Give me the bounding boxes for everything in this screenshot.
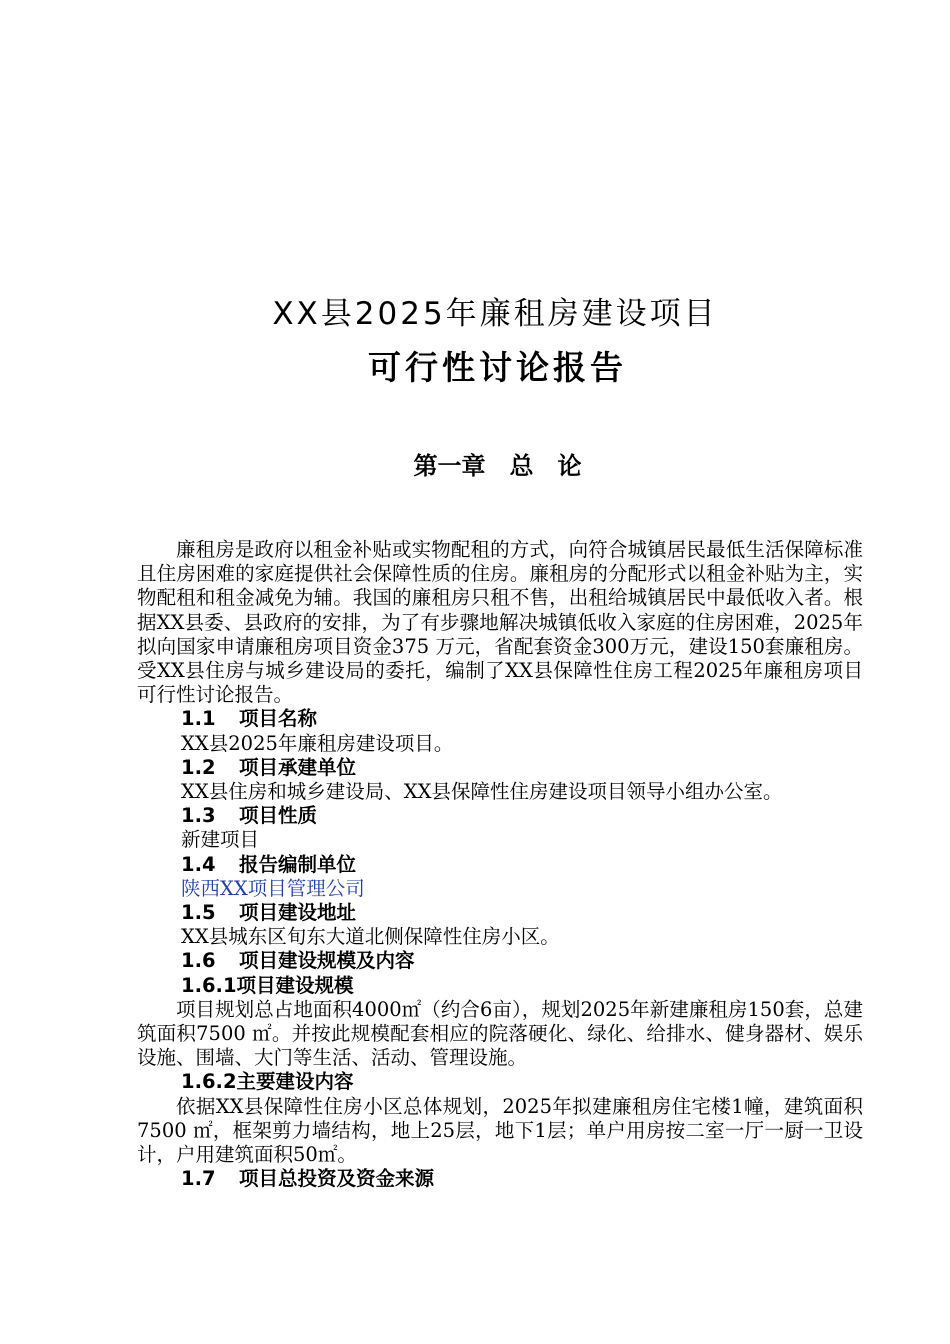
section-number: 1.6.2: [181, 1070, 237, 1094]
section-content-1-5: XX县城东区旬东大道北侧保障性住房小区。: [181, 925, 560, 949]
document-body: [137, 538, 863, 1191]
section-number: 1.2: [181, 755, 216, 779]
section-number: 1.6.1: [181, 973, 237, 997]
report-title-line2: 可行性讨论报告: [368, 348, 627, 387]
section-heading-1-1: [137, 707, 863, 731]
company-link[interactable]: 陕西XX项目管理公司: [181, 876, 365, 900]
section-title: 项目建设规模: [236, 973, 354, 997]
section-heading-1-6-2: [137, 1070, 863, 1094]
report-title-line1: XX县2025年廉租房建设项目: [272, 296, 718, 332]
section-content-1-2: XX县住房和城乡建设局、XX县保障性住房建设项目领导小组办公室。: [181, 780, 783, 804]
section-number: 1.4: [181, 852, 216, 876]
section-title: 项目承建单位: [239, 755, 357, 779]
section-content-1-3: 新建项目: [181, 828, 260, 852]
section-title: 项目性质: [239, 804, 318, 828]
section-title: 项目名称: [239, 707, 318, 731]
section-number: 1.6: [181, 949, 216, 973]
section-number: 1.7: [181, 1167, 216, 1191]
section-heading-1-6-1: [137, 974, 863, 998]
section-content-1-6-1: 项目规划总占地面积4000㎡（约合6亩），规划2025年新建廉租房150套，总建筑面积7500 ㎡。并按此规模配套相应的院落硬化、绿化、给排水、健身器材、娱乐设施、围墙、大门等生活、活动、管理设施。: [137, 997, 863, 1070]
section-number: 1.5: [181, 901, 216, 925]
intro-paragraph: 廉租房是政府以租金补贴或实物配租的方式，向符合城镇居民最低生活保障标准且住房困难的家庭提供社会保障性质的住房。廉租房的分配形式以租金补贴为主，实物配租和租金减免为辅。我国的廉租房只租不售，出租给城镇居民中最低收入者。根据XX县委、县政府的安排，为了有步骤地解决城镇低收入家庭的住房困难，2025年拟向国家申请廉租房项目资金375 万元，省配套资金300万元，建设150套廉租房。受XX县住房与城乡建设局的委托，编制了XX县保障性住房工程2025年廉租房项目可行性讨论报告。: [137, 538, 863, 707]
section-content-1-1: XX县2025年廉租房建设项目。: [181, 731, 454, 755]
section-heading-1-7: [137, 1167, 863, 1191]
section-content-1-6-2: 依据XX县保障性住房小区总体规划，2025年拟建廉租房住宅楼1幢，建筑面积7500 ㎡，框架剪力墙结构，地上25层，地下1层；单户用房按二室一厅一厨一卫设计，户用建筑面积50㎡。: [137, 1094, 863, 1167]
section-heading-1-2: [137, 756, 863, 780]
section-title: 报告编制单位: [239, 852, 357, 876]
section-number: 1.1: [181, 707, 216, 731]
section-heading-1-6: [137, 949, 863, 973]
section-heading-1-5: [137, 901, 863, 925]
section-title: 项目建设规模及内容: [239, 949, 415, 973]
section-heading-1-3: [137, 804, 863, 828]
section-title: 主要建设内容: [236, 1070, 354, 1094]
section-number: 1.3: [181, 804, 216, 828]
section-title: 项目建设地址: [239, 901, 357, 925]
section-title: 项目总投资及资金来源: [239, 1167, 435, 1191]
chapter-heading: 第一章 总 论: [413, 451, 582, 480]
section-heading-1-4: [137, 853, 863, 877]
